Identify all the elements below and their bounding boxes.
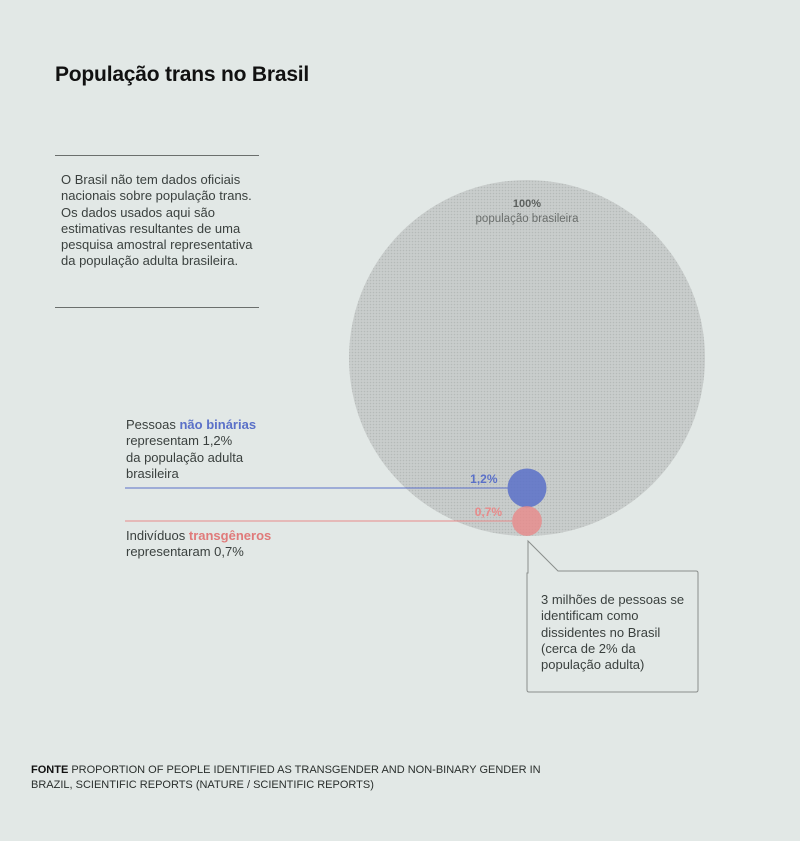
annotation-transgender-prefix: Indivíduos <box>126 528 189 543</box>
annotation-nonbinary-prefix: Pessoas <box>126 417 180 432</box>
total-label-text: população brasileira <box>475 213 579 225</box>
note-text: O Brasil não tem dados oficiais nacionais sobre população trans. Os dados usados aqui são estimativas resultantes de uma pesquisa amostral representativa da população adulta brasileira. <box>61 172 253 269</box>
bubble-label-transgender: 0,7% <box>474 505 503 519</box>
annotation-nonbinary-line: representam 1,2% <box>126 433 233 449</box>
annotation-transgender-highlight: transgêneros <box>188 528 272 543</box>
chart-title: População trans no Brasil <box>55 63 310 86</box>
annotation-transgender <box>126 528 286 561</box>
bubble-nonbinary <box>508 469 547 508</box>
source-note <box>31 763 551 792</box>
annotation-nonbinary <box>126 417 286 482</box>
bubble-transgender <box>512 506 542 536</box>
annotation-nonbinary-highlight: não binárias <box>179 417 257 432</box>
source-label: FONTE <box>31 764 69 776</box>
bubble-label-nonbinary: 1,2% <box>470 472 498 486</box>
total-label-value: 100% <box>512 198 542 210</box>
annotation-nonbinary-line: brasileira <box>126 465 179 481</box>
callout-text: 3 milhões de pessoas se identificam como dissidentes no Brasil (cerca de 2% da população adulta) <box>541 592 685 673</box>
annotation-nonbinary-line: da população adulta <box>126 449 244 465</box>
annotation-transgender-line: representaram 0,7% <box>126 544 244 560</box>
source-text: PROPORTION OF PEOPLE IDENTIFIED AS TRANSGENDER AND NON-BINARY GENDER IN BRAZIL, SCIENTIFIC REPORTS (NATURE / SCIENTIFIC REPORTS) <box>31 764 541 791</box>
